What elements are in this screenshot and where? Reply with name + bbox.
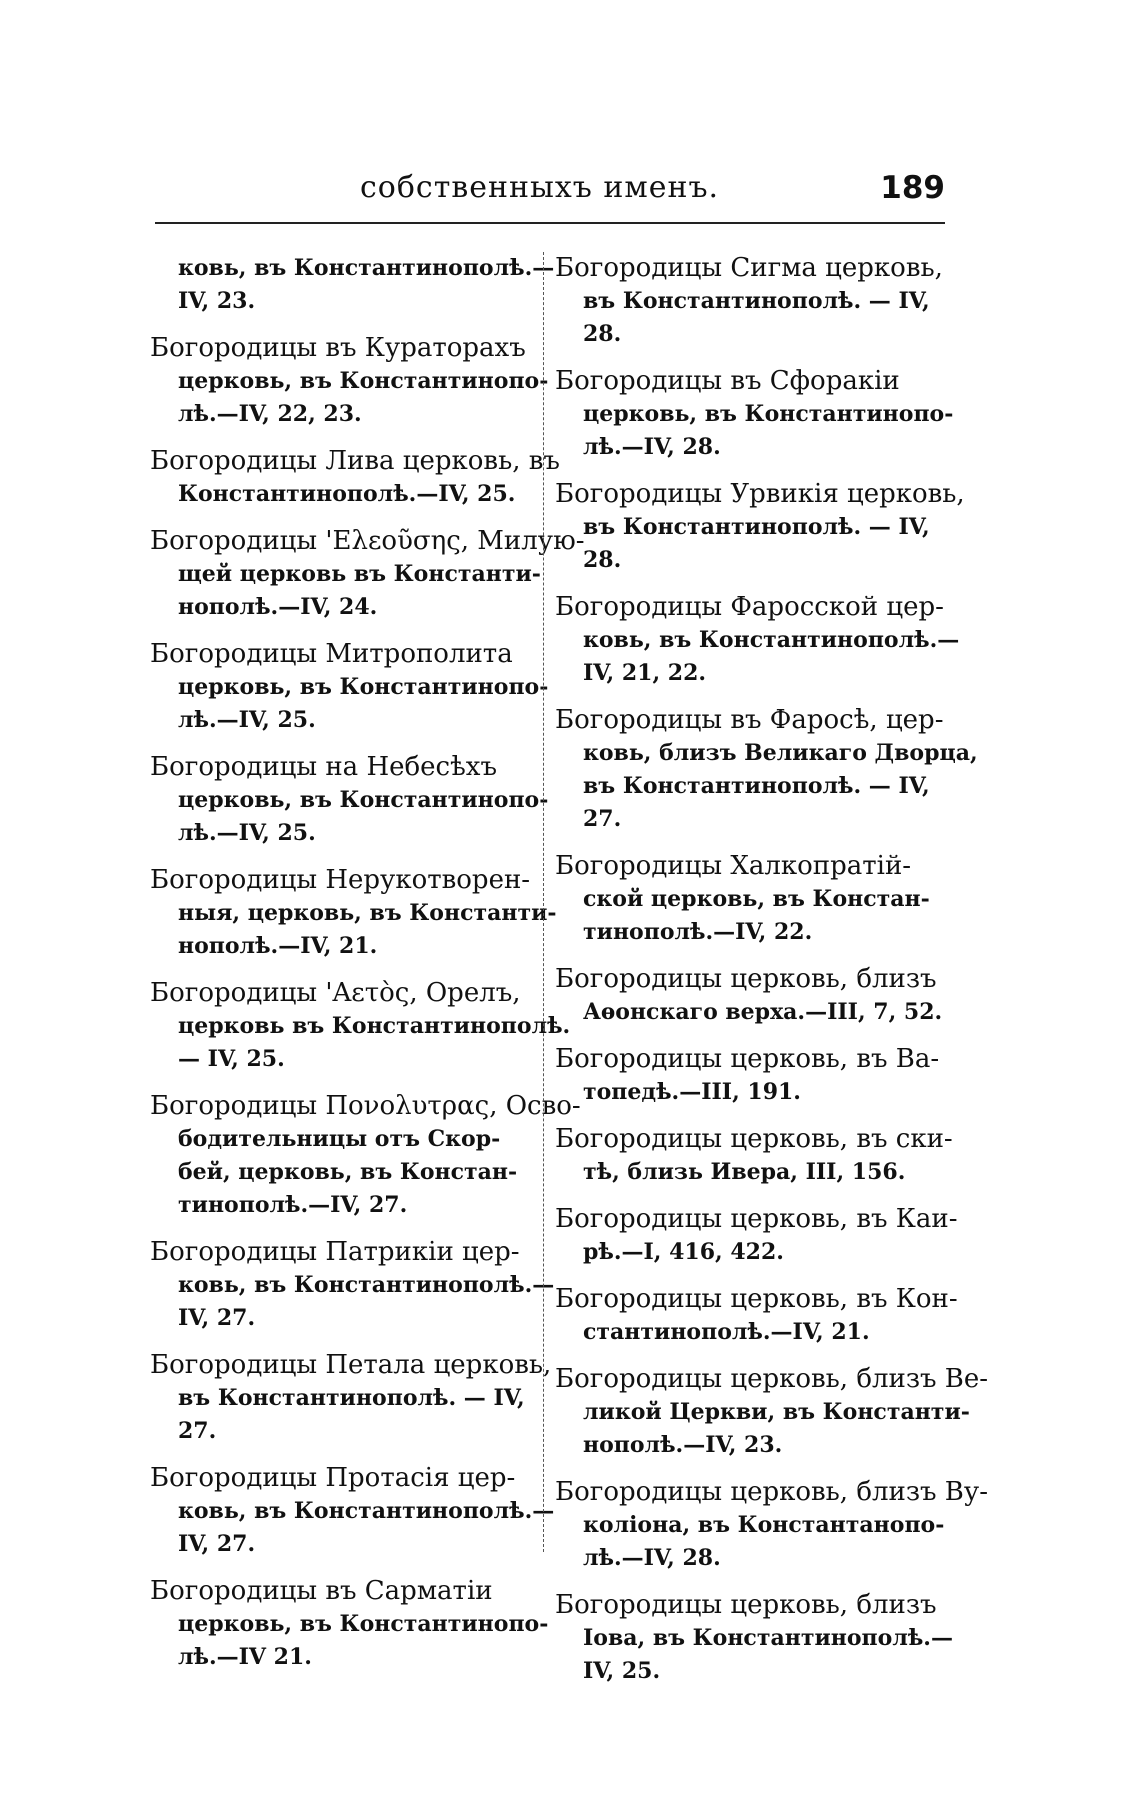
page-header [155,170,945,218]
entry-line: 28. [583,547,622,573]
index-entry [150,525,585,624]
entry-heading-line: Богородицы Митрополита [150,639,513,669]
entry-heading-line: Богородицы Протасія цер- [150,1463,516,1493]
entry-heading-line: Богородицы 'Ελεοῦσης, Милую- [150,526,585,556]
entry-line: ныя, церковь, въ Константи- [178,900,557,926]
entry-line: 28. [583,321,622,347]
entry-line: тѣ, близь Ивера, III, 156. [583,1159,906,1185]
right-column [555,252,989,1702]
entry-line: церковь, въ Константинопо- [178,368,549,394]
index-entry [150,1090,581,1222]
index-entry [555,478,965,577]
index-entry [150,1236,555,1335]
entry-heading-line: Богородицы Нерукотворен- [150,865,531,895]
entry-line: бей, церковь, въ Констан- [178,1159,518,1185]
index-columns [150,252,989,1684]
entry-line: церковь, въ Константинопо- [583,401,954,427]
index-entry [555,1043,940,1109]
entry-line: въ Константинополѣ. — IV, [583,773,930,799]
index-entry [150,1462,555,1561]
index-entry [150,445,560,511]
entry-heading-line: Богородицы церковь, близъ [555,1590,937,1620]
index-entry [150,751,549,850]
index-entry [555,963,943,1029]
entry-line: церковь, въ Константинопо- [178,674,549,700]
index-entry [555,252,943,351]
entry-line: лѣ.—IV, 25. [178,820,316,846]
entry-line: коліона, въ Константанопо- [583,1512,945,1538]
index-entry [150,1349,552,1448]
entry-line: ковь, близъ Великаго Дворца, [583,740,978,766]
entry-line: IV, 27. [178,1531,256,1557]
entry-line: IV, 27. [178,1305,256,1331]
page-number: 189 [880,170,945,206]
entry-heading-line: Богородицы церковь, въ Каи- [555,1204,958,1234]
index-entry [555,1283,958,1349]
entry-heading-line: Богородицы въ Фаросѣ, цер- [555,705,944,735]
entry-line: Іова, въ Константинополѣ.— [583,1625,953,1651]
entry-line: Аѳонскаго верха.—III, 7, 52. [583,999,943,1025]
entry-heading-line: Богородицы Лива церковь, въ [150,446,560,476]
entry-line: рѣ.—I, 416, 422. [583,1239,784,1265]
entry-heading-line: Богородицы въ Сфоракіи [555,366,900,396]
entry-line: въ Константинополѣ. — IV, [178,1385,525,1411]
entry-line: щей церковь въ Константи- [178,561,541,587]
entry-line: ковь, въ Константинополѣ.— [178,1272,555,1298]
entry-line: бодительницы отъ Скор- [178,1126,501,1152]
entry-line: церковь, въ Константинопо- [178,787,549,813]
entry-heading-line: Богородицы Сигма церковь, [555,253,943,283]
entry-heading-line: Богородицы на Небесѣхъ [150,752,497,782]
entry-line: ликой Церкви, въ Константи- [583,1399,970,1425]
entry-line: въ Константинополѣ. — IV, [583,514,930,540]
entry-heading-line: Богородицы церковь, близъ Ву- [555,1477,988,1507]
index-entry [555,850,935,949]
index-entry [555,591,960,690]
entry-line: IV, 25. [583,1658,661,1684]
column-divider [543,252,544,1552]
index-entry [555,704,978,836]
entry-line: ковь, въ Константинополѣ.— [178,255,555,281]
index-entry [150,332,549,431]
running-title: собственныхъ именъ. [360,170,720,205]
entry-heading-line: Богородицы Патрикіи цер- [150,1237,520,1267]
entry-heading-line: Богородицы въ Кураторахъ [150,333,526,363]
index-entry [555,1203,958,1269]
entry-heading-line: Богородицы Фаросской цер- [555,592,944,622]
index-entry [555,1476,988,1575]
entry-heading-line: Богородицы Урвикія церковь, [555,479,965,509]
index-entry [555,1123,953,1189]
entry-line: 27. [583,806,622,832]
entry-heading-line: Богородицы церковь, въ Кон- [555,1284,958,1314]
entry-line: нополѣ.—IV, 23. [583,1432,783,1458]
index-entry [555,1363,989,1462]
entry-line: 27. [178,1418,217,1444]
entry-line: лѣ.—IV, 28. [583,1545,721,1571]
entry-heading-line: Богородицы церковь, близъ [555,964,937,994]
index-entry [555,365,954,464]
entry-line: нополѣ.—IV, 21. [178,933,378,959]
left-column [150,252,585,1688]
entry-line: тинополѣ.—IV, 27. [178,1192,408,1218]
entry-line: Константинополѣ.—IV, 25. [178,481,516,507]
entry-line: IV, 21, 22. [583,660,707,686]
entry-line: въ Константинополѣ. — IV, [583,288,930,314]
entry-line: лѣ.—IV, 25. [178,707,316,733]
entry-heading-line: Богородицы церковь, въ ски- [555,1124,953,1154]
entry-heading-line: Богородицы 'Αετὸς, Орелъ, [150,978,521,1008]
entry-line: тинополѣ.—IV, 22. [583,919,813,945]
entry-line: лѣ.—IV 21. [178,1644,312,1670]
entry-line: лѣ.—IV, 28. [583,434,721,460]
entry-line: церковь въ Константинополѣ. [178,1013,571,1039]
entry-line: лѣ.—IV, 22, 23. [178,401,362,427]
entry-line: IV, 23. [178,288,256,314]
index-entry [150,864,557,963]
entry-heading-line: Богородицы Халкопратій- [555,851,912,881]
entry-line: стантинополѣ.—IV, 21. [583,1319,870,1345]
entry-heading-line: Богородицы церковь, въ Ва- [555,1044,940,1074]
index-entry [150,252,555,318]
entry-heading-line: Богородицы Πονολυτρας, Осво- [150,1091,581,1121]
index-entry [150,1575,549,1674]
index-entry [555,1589,953,1688]
entry-line: ковь, въ Константинополѣ.— [178,1498,555,1524]
index-entry [150,977,571,1076]
entry-line: ковь, въ Константинополѣ.— [583,627,960,653]
entry-line: нополѣ.—IV, 24. [178,594,378,620]
entry-line: топедѣ.—III, 191. [583,1079,801,1105]
entry-line: церковь, въ Константинопо- [178,1611,549,1637]
entry-line: — IV, 25. [178,1046,285,1072]
entry-heading-line: Богородицы церковь, близъ Ве- [555,1364,989,1394]
header-rule [155,222,945,224]
index-entry [150,638,549,737]
entry-line: ской церковь, въ Констан- [583,886,930,912]
entry-heading-line: Богородицы Петала церковь, [150,1350,552,1380]
entry-heading-line: Богородицы въ Сарматіи [150,1576,493,1606]
